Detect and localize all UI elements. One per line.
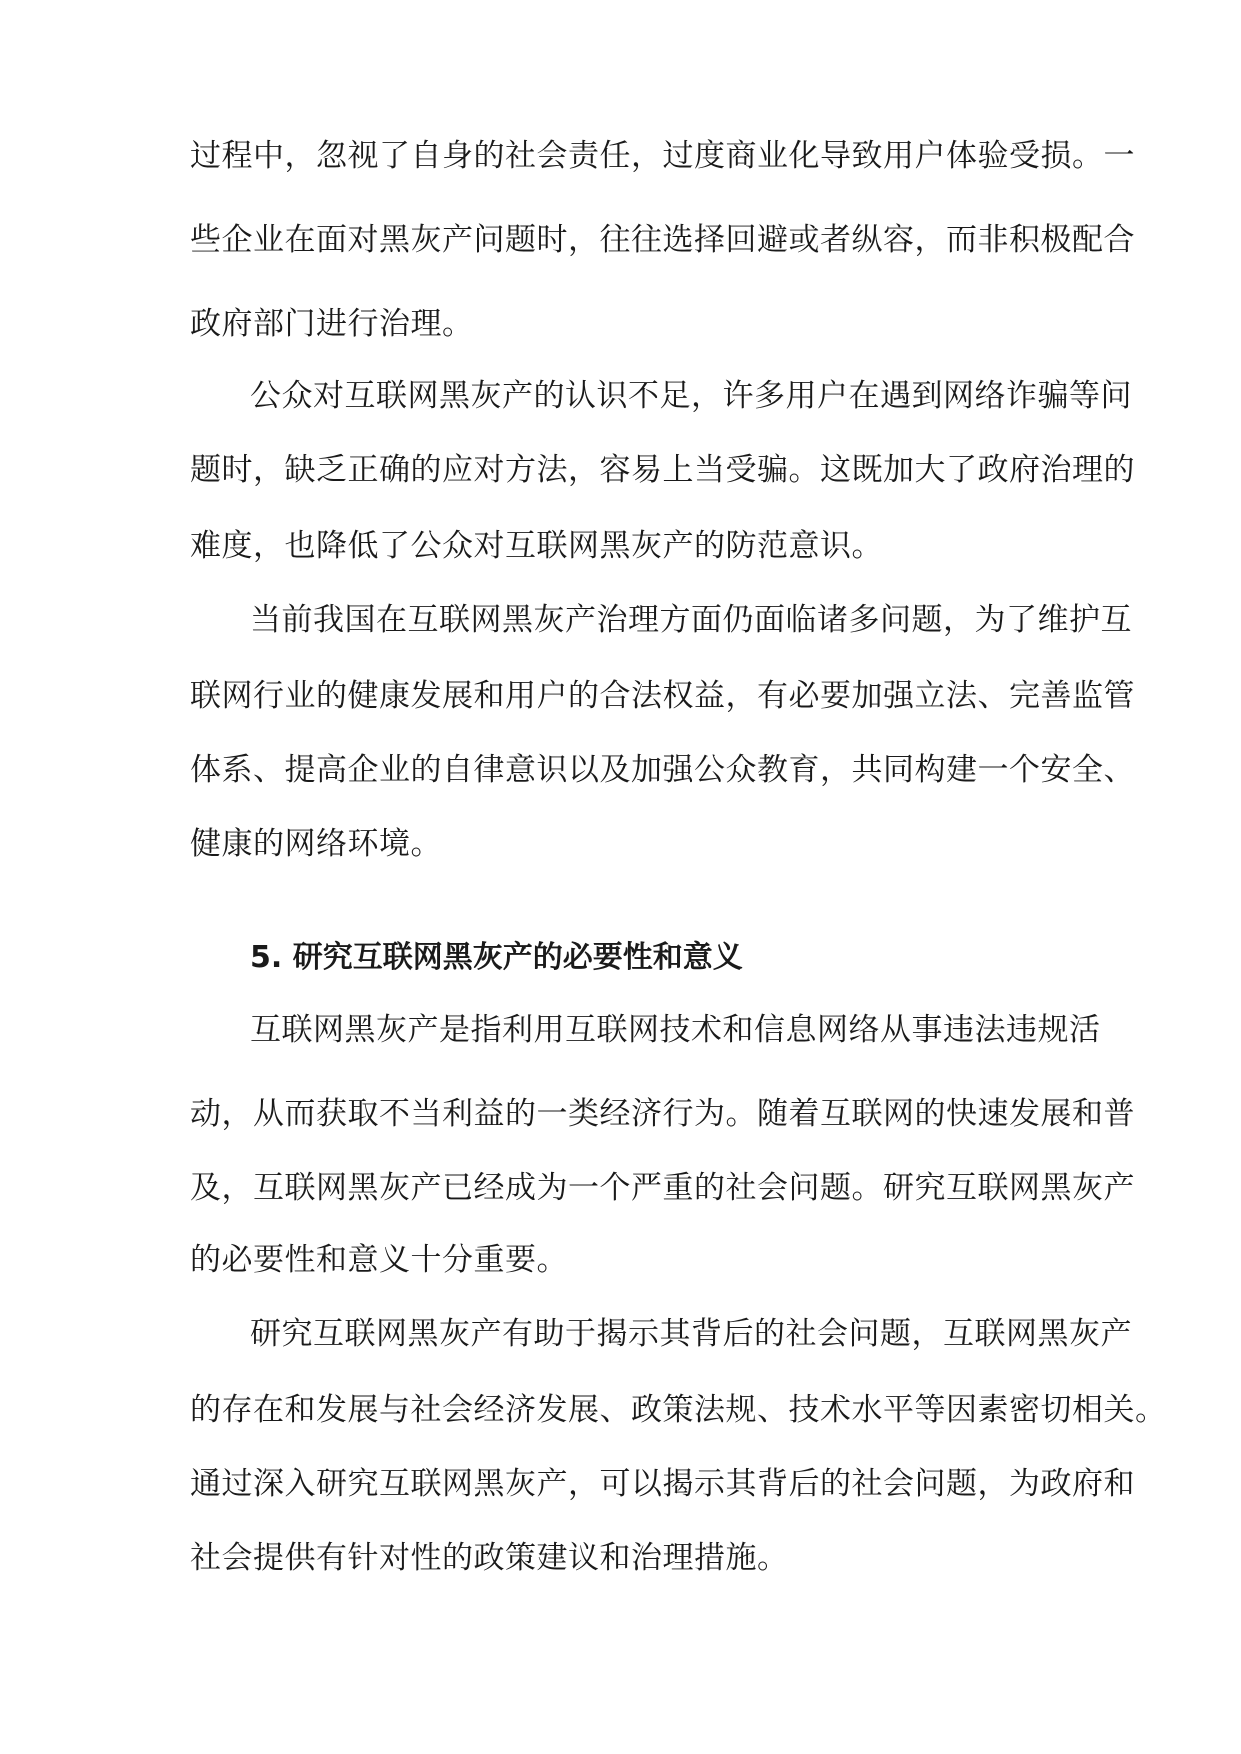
paragraph-line: 体系、提高企业的自律意识以及加强公众教育，共同构建一个安全、 (190, 752, 1135, 788)
paragraph-line: 政府部门进行治理。 (190, 306, 474, 342)
paragraph-line: 难度，也降低了公众对互联网黑灰产的防范意识。 (190, 528, 883, 564)
paragraph-line: 的存在和发展与社会经济发展、政策法规、技术水平等因素密切相关。 (190, 1392, 1167, 1428)
paragraph-line: 过程中，忽视了自身的社会责任，过度商业化导致用户体验受损。一 (190, 138, 1135, 174)
paragraph-line: 动，从而获取不当利益的一类经济行为。随着互联网的快速发展和普 (190, 1096, 1135, 1132)
paragraph-line: 的必要性和意义十分重要。 (190, 1242, 568, 1278)
paragraph-line: 研究互联网黑灰产有助于揭示其背后的社会问题，互联网黑灰产 (250, 1316, 1132, 1352)
paragraph-line: 题时，缺乏正确的应对方法，容易上当受骗。这既加大了政府治理的 (190, 452, 1135, 488)
paragraph-line: 通过深入研究互联网黑灰产，可以揭示其背后的社会问题，为政府和 (190, 1466, 1135, 1502)
paragraph-line: 健康的网络环境。 (190, 826, 442, 862)
paragraph-line: 互联网黑灰产是指利用互联网技术和信息网络从事违法违规活 (250, 1012, 1101, 1048)
paragraph-line: 公众对互联网黑灰产的认识不足，许多用户在遇到网络诈骗等问 (250, 378, 1132, 414)
paragraph-line: 联网行业的健康发展和用户的合法权益，有必要加强立法、完善监管 (190, 678, 1135, 714)
paragraph-line: 些企业在面对黑灰产问题时，往往选择回避或者纵容，而非积极配合 (190, 222, 1135, 258)
section-heading: 5. 研究互联网黑灰产的必要性和意义 (250, 940, 743, 975)
paragraph-line: 当前我国在互联网黑灰产治理方面仍面临诸多问题，为了维护互 (250, 602, 1132, 638)
paragraph-line: 及，互联网黑灰产已经成为一个严重的社会问题。研究互联网黑灰产 (190, 1170, 1135, 1206)
paragraph-line: 社会提供有针对性的政策建议和治理措施。 (190, 1540, 789, 1576)
